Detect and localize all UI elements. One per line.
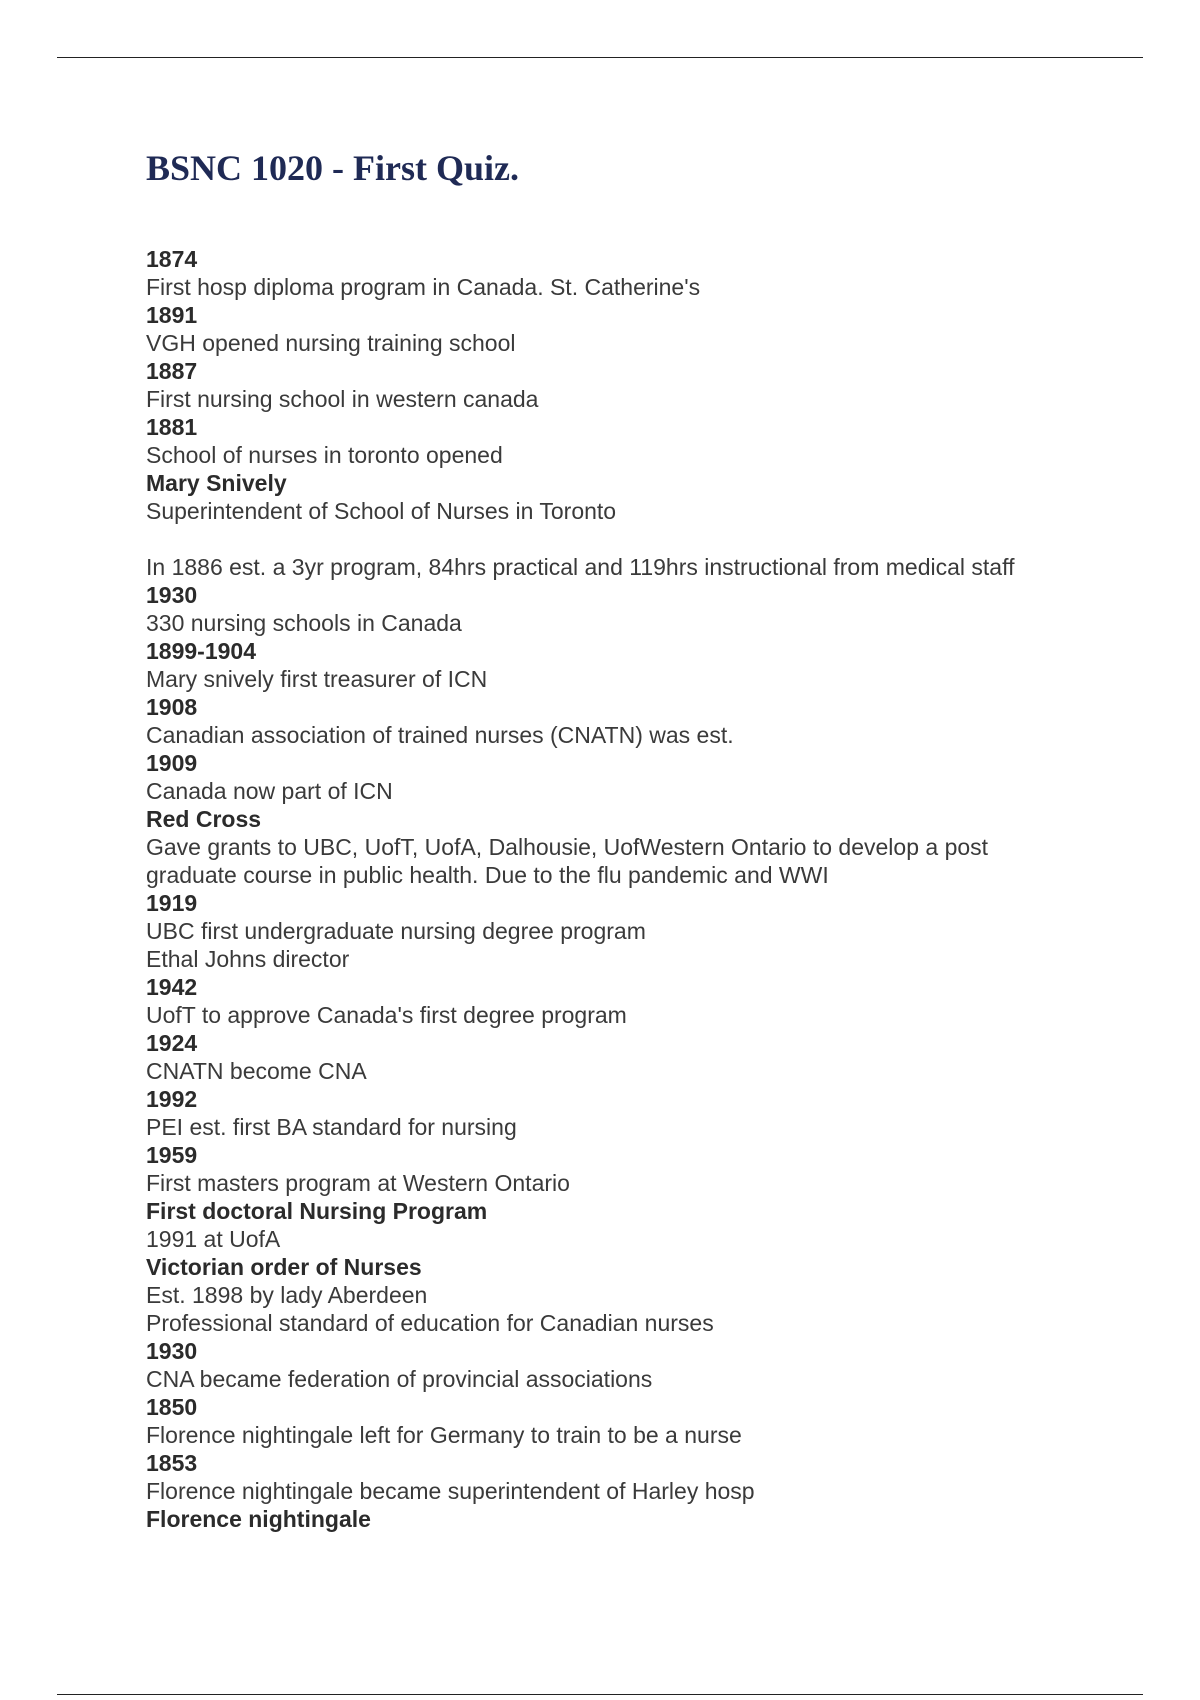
term-heading: 1891: [146, 302, 198, 328]
definition-line: Professional standard of education for Canadian nurses: [146, 1310, 714, 1336]
flashcard-list: [146, 245, 1046, 1533]
term-heading: 1850: [146, 1394, 198, 1420]
term-heading: 1874: [146, 246, 198, 272]
definition-line: Gave grants to UBC, UofT, UofA, Dalhousie, UofWestern Ontario to develop a post graduate course in public health. Due to the flu pandemic and WWI: [146, 834, 989, 888]
definition-line: Superintendent of School of Nurses in Toronto: [146, 498, 617, 524]
term-heading: 1919: [146, 890, 198, 916]
term-heading: 1881: [146, 414, 198, 440]
definition-line: First hosp diploma program in Canada. St. Catherine's: [146, 274, 701, 300]
definition-line: Est. 1898 by lady Aberdeen: [146, 1282, 428, 1308]
definition-line: UBC first undergraduate nursing degree program: [146, 918, 646, 944]
footer-rule: [57, 1694, 1143, 1695]
definition-line: CNATN become CNA: [146, 1058, 367, 1084]
term-heading: 1924: [146, 1030, 198, 1056]
definition-line: Canadian association of trained nurses (CNATN) was est.: [146, 722, 734, 748]
term-heading: First doctoral Nursing Program: [146, 1198, 488, 1224]
definition-line: In 1886 est. a 3yr program, 84hrs practical and 119hrs instructional from medical staff: [146, 554, 1015, 580]
term-heading: 1899-1904: [146, 638, 256, 664]
term-heading: Florence nightingale: [146, 1506, 371, 1532]
term-heading: 1930: [146, 1338, 198, 1364]
term-heading: Victorian order of Nurses: [146, 1254, 422, 1280]
definition-line: School of nurses in toronto opened: [146, 442, 503, 468]
blank-line: [146, 525, 1046, 553]
definition-line: First masters program at Western Ontario: [146, 1170, 570, 1196]
term-heading: Mary Snively: [146, 470, 287, 496]
term-heading: 1908: [146, 694, 198, 720]
term-heading: 1909: [146, 750, 198, 776]
definition-line: Florence nightingale became superintendent of Harley hosp: [146, 1478, 755, 1504]
definition-line: UofT to approve Canada's first degree program: [146, 1002, 627, 1028]
definition-line: Florence nightingale left for Germany to train to be a nurse: [146, 1422, 742, 1448]
definition-line: PEI est. first BA standard for nursing: [146, 1114, 517, 1140]
term-heading: 1992: [146, 1086, 198, 1112]
definition-line: Canada now part of ICN: [146, 778, 393, 804]
term-heading: 1959: [146, 1142, 198, 1168]
definition-line: 330 nursing schools in Canada: [146, 610, 462, 636]
definition-line: First nursing school in western canada: [146, 386, 539, 412]
definition-line: Mary snively first treasurer of ICN: [146, 666, 488, 692]
term-heading: 1887: [146, 358, 198, 384]
term-heading: 1942: [146, 974, 198, 1000]
term-heading: 1930: [146, 582, 198, 608]
term-heading: Red Cross: [146, 806, 262, 832]
definition-line: Ethal Johns director: [146, 946, 350, 972]
document-title: BSNC 1020 - First Quiz.: [146, 148, 519, 188]
definition-line: VGH opened nursing training school: [146, 330, 516, 356]
term-heading: 1853: [146, 1450, 198, 1476]
header-rule: [57, 57, 1143, 58]
definition-line: CNA became federation of provincial associations: [146, 1366, 653, 1392]
definition-line: 1991 at UofA: [146, 1226, 281, 1252]
